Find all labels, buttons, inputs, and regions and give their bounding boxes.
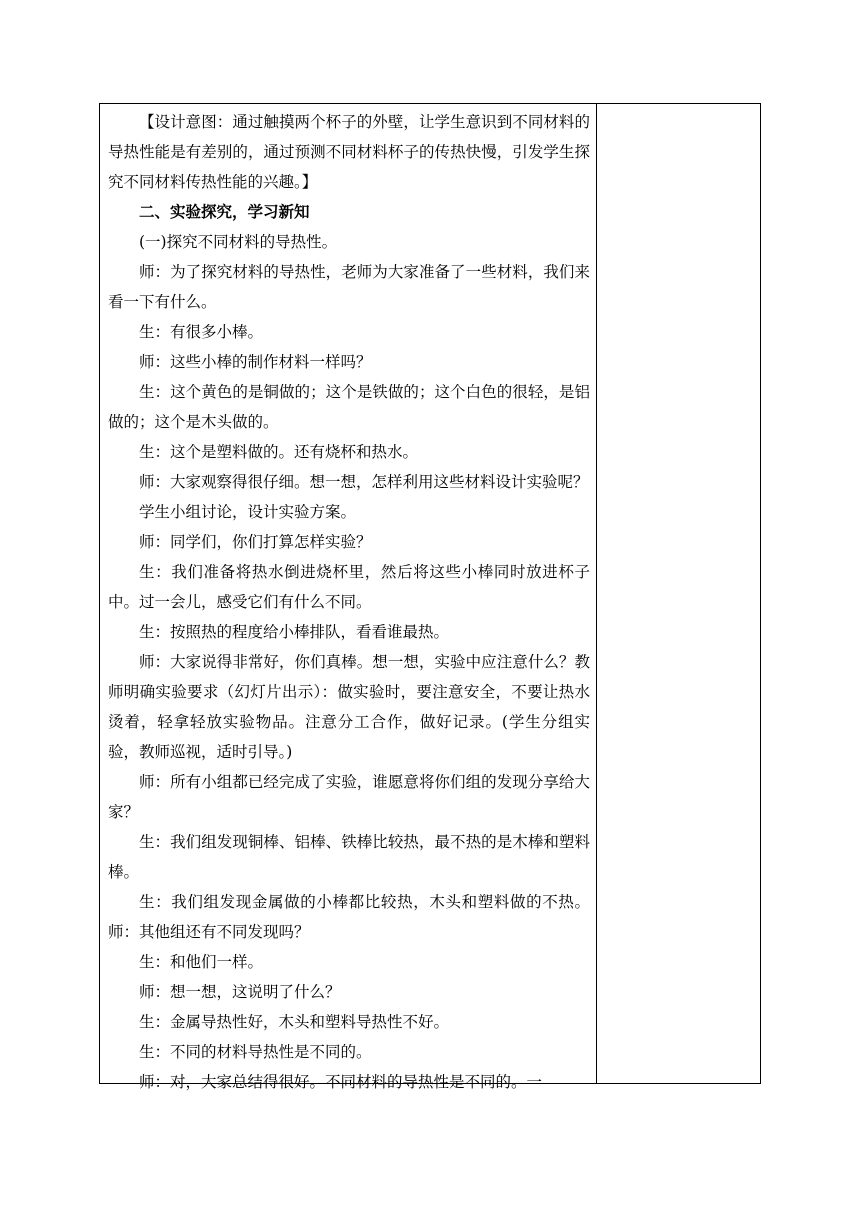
paragraph: 师：同学们，你们打算怎样实验？ [139,533,372,551]
paragraph: 师：所有小组都已经完成了实验，谁愿意将你们组的发现分享给大家？ [108,773,590,821]
paragraph: 生：金属导热性好，木头和塑料导热性不好。 [139,1013,450,1031]
paragraph: 师：大家观察得很仔细。想一想，怎样利用这些材料设计实验呢？ [139,473,589,491]
notes-cell [597,104,760,1083]
paragraph: 生：不同的材料导热性是不同的。 [139,1043,372,1061]
paragraph: 生：我们准备将热水倒进烧杯里，然后将这些小棒同时放进杯子中。过一会儿，感受它们有什么不同。 [108,563,590,611]
paragraph: 生：按照热的程度给小棒排队，看看谁最热。 [139,623,450,641]
paragraph: 【设计意图：通过触摸两个杯子的外壁，让学生意识到不同材料的导热性能是有差别的，通过预测不同材料杯子的传热快慢，引发学生探究不同材料传热性能的兴趣。】 [108,113,590,191]
lesson-table [99,103,761,1091]
paragraph: 师：对，大家总结得很好。不同材料的导热性是不同的。一 [139,1073,543,1091]
lesson-content-cell [108,107,590,1097]
paragraph: 师：为了探究材料的导热性，老师为大家准备了一些材料，我们来看一下有什么。 [108,263,590,311]
paragraph: 师：想一想，这说明了什么？ [139,983,341,1001]
paragraph: 师：这些小棒的制作材料一样吗？ [139,353,372,371]
paragraph: 学生小组讨论，设计实验方案。 [139,503,357,521]
paragraph: 生：我们组发现铜棒、铝棒、铁棒比较热，最不热的是木棒和塑料棒。 [108,833,590,881]
paragraph: 师：大家说得非常好，你们真棒。想一想，实验中应注意什么？教师明确实验要求（幻灯片出示）：做实验时，要注意安全，不要让热水烫着，轻拿轻放实验物品。注意分工合作，做好记录。(学生分组实验，教师巡视，适时引导。) [108,653,590,761]
section-heading: 二、实验探究，学习新知 [139,202,310,221]
paragraph: 生：这个黄色的是铜做的；这个是铁做的；这个白色的很轻，是铝做的；这个是木头做的。 [108,383,590,431]
paragraph: 生：有很多小棒。 [139,323,264,341]
paragraph: 生：和他们一样。 [139,953,264,971]
paragraph: 生：我们组发现金属做的小棒都比较热，木头和塑料做的不热。师：其他组还有不同发现吗？ [108,893,590,941]
subsection-heading: (一)探究不同材料的导热性。 [139,233,338,251]
paragraph: 生：这个是塑料做的。还有烧杯和热水。 [139,443,419,461]
